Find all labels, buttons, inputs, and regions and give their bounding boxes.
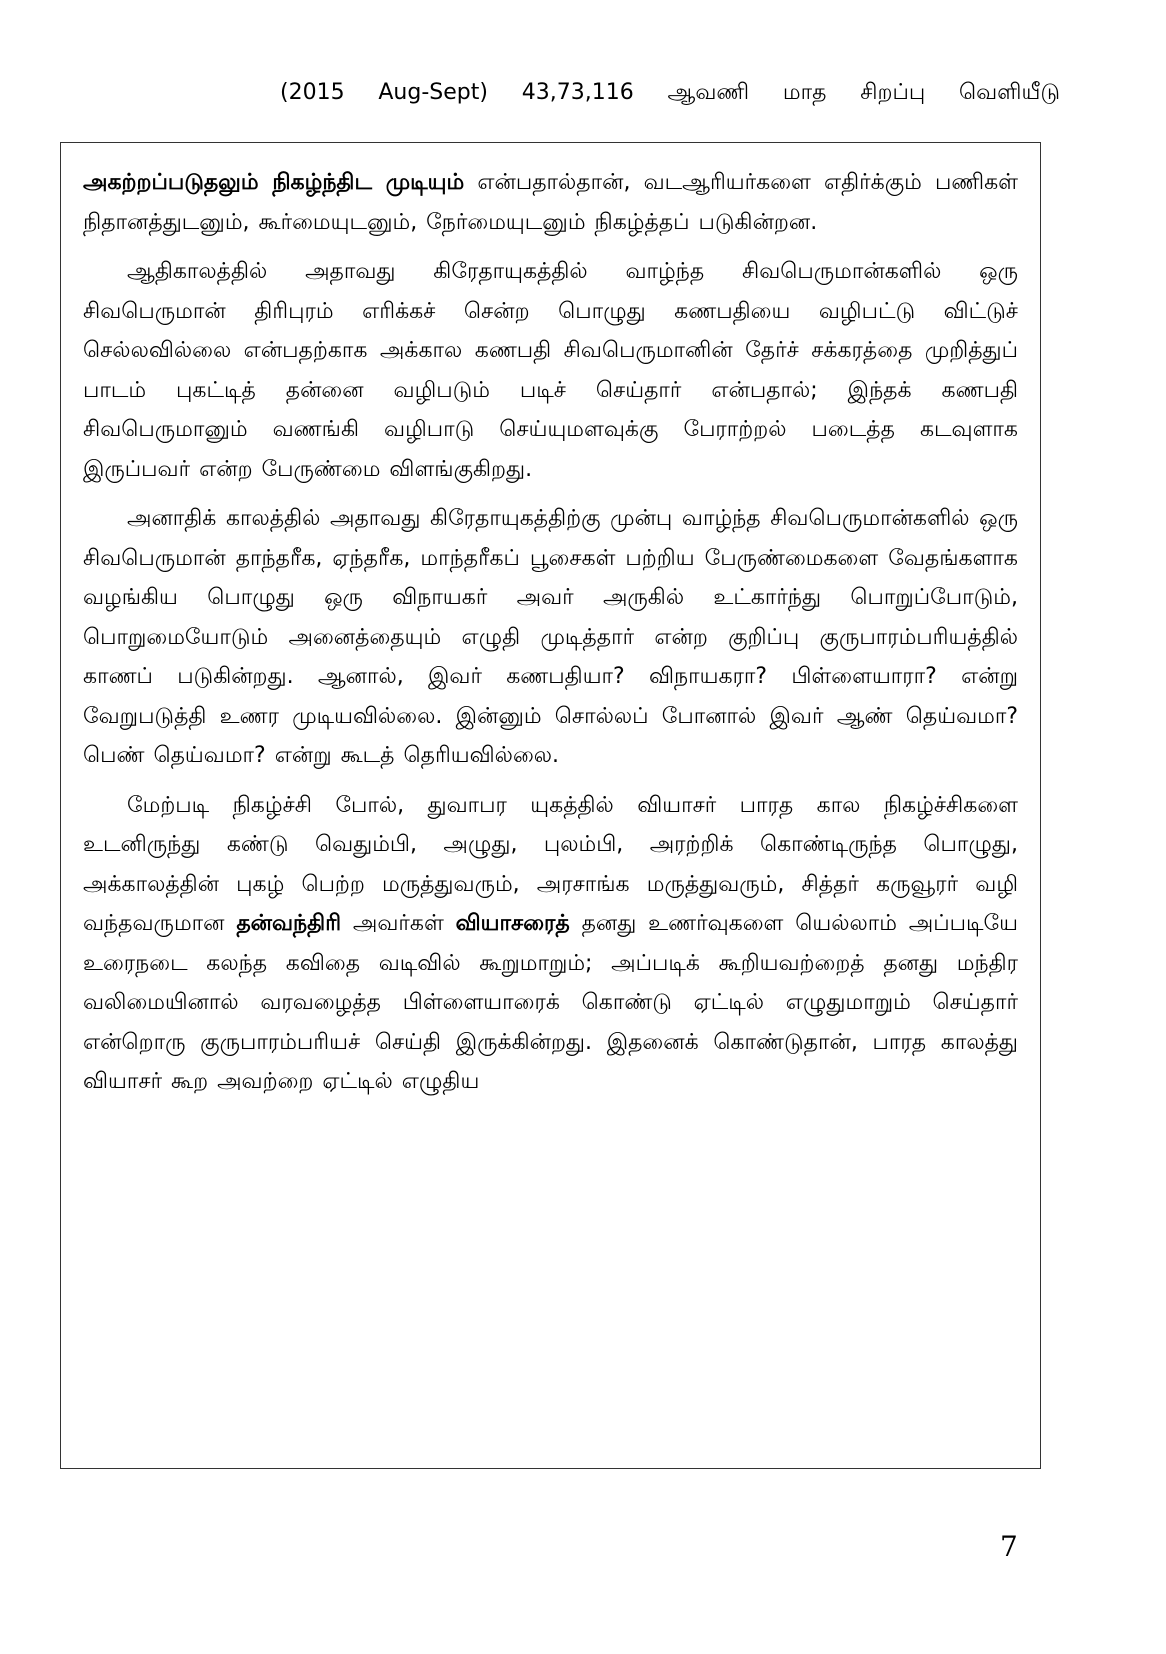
text-run: ஆதிகாலத்தில் அதாவது கிரேதாயுகத்தில் வாழ்ந்த சிவபெருமான்களில் ஒரு சிவபெருமான் திரிபுரம் எரிக்கச் சென்ற பொழுது கணபதியை வழிபட்டு விட்டுச் செல்லவில்லை என்பதற்காக அக்கால கணபதி சிவபெருமானின் தேர்ச் சக்கரத்தை முறித்துப் பாடம் புகட்டித் தன்னை வழிபடும் படிச் செய்தார் என்பதால்; இந்தக் கணபதி சிவபெருமானும் வணங்கி வழிபாடு செய்யுமளவுக்கு பேராற்றல் படைத்த கடவுளாக இருப்பவர் என்ற பேருண்மை விளங்குகிறது. [83, 259, 1018, 482]
bold-name-vyasar: வியாசரைத் [455, 911, 570, 936]
running-header: (2015 Aug-Sept) 43,73,116 ஆவணி மாத சிறப்பு வெளியீடு [280, 80, 1060, 105]
paragraph-2 [83, 252, 1018, 489]
text-run: மேற்படி நிகழ்ச்சி போல், துவாபர யுகத்தில் வியாசர் பாரத கால நிகழ்ச்சிகளை உடனிருந்து கண்டு வெதும்பி, அழுது, புலம்பி, அரற்றிக் கொண்டிருந்த பொழுது, அக்காலத்தின் புகழ் பெற்ற மருத்துவரும், அரசாங்க மருத்துவரும், சித்தர் கருவூரர் வழி வந்தவருமான [83, 792, 1018, 936]
content-frame [60, 142, 1041, 1469]
text-run: அனாதிக் காலத்தில் அதாவது கிரேதாயுகத்திற்கு முன்பு வாழ்ந்த சிவபெருமான்களில் ஒரு சிவபெருமான் தாந்தரீக, ஏந்தரீக, மாந்தரீகப் பூசைகள் பற்றிய பேருண்மைகளை வேதங்களாக வழங்கிய பொழுது ஒரு விநாயகர் அவர் அருகில் உட்கார்ந்து பொறுப்போடும், பொறுமையோடும் அனைத்தையும் எழுதி முடித்தார் என்ற குறிப்பு குருபாரம்பரியத்தில் காணப் படுகின்றது. ஆனால், இவர் கணபதியா? விநாயகரா? பிள்ளையாரா? என்று வேறுபடுத்தி உணர முடியவில்லை. இன்னும் சொல்லப் போனால் இவர் ஆண் தெய்வமா? பெண் தெய்வமா? என்று கூடத் தெரியவில்லை. [83, 506, 1018, 768]
paragraph-1 [83, 163, 1018, 242]
paragraph-4 [83, 786, 1018, 1102]
text-run: தனது உணர்வுகளை யெல்லாம் அப்படியே உரைநடை கலந்த கவிதை வடிவில் கூறுமாறும்; அப்படிக் கூறியவற்றைத் தனது மந்திர வலிமையினால் வரவழைத்த பிள்ளையாரைக் கொண்டு ஏட்டில் எழுதுமாறும் செய்தார் என்றொரு குருபாரம்பரியச் செய்தி இருக்கின்றது. இதனைக் கொண்டுதான், பாரத காலத்து வியாசர் கூற அவற்றை ஏட்டில் எழுதிய [83, 911, 1018, 1094]
paragraph-3 [83, 499, 1018, 776]
text-run: என்பதால்தான், வடஆரியர்களை எதிர்க்கும் பணிகள் நிதானத்துடனும், கூர்மையுடனும், நேர்மையுடனும் நிகழ்த்தப் படுகின்றன. [83, 170, 1018, 235]
bold-name-dhanvanthiri: தன்வந்திரி [236, 911, 342, 936]
body-text [83, 163, 1018, 1112]
bold-phrase: அகற்றப்படுதலும் நிகழ்ந்திட முடியும் [83, 170, 465, 195]
text-run: அவர்கள் [341, 911, 456, 936]
page-number: 7 [1000, 1530, 1018, 1563]
